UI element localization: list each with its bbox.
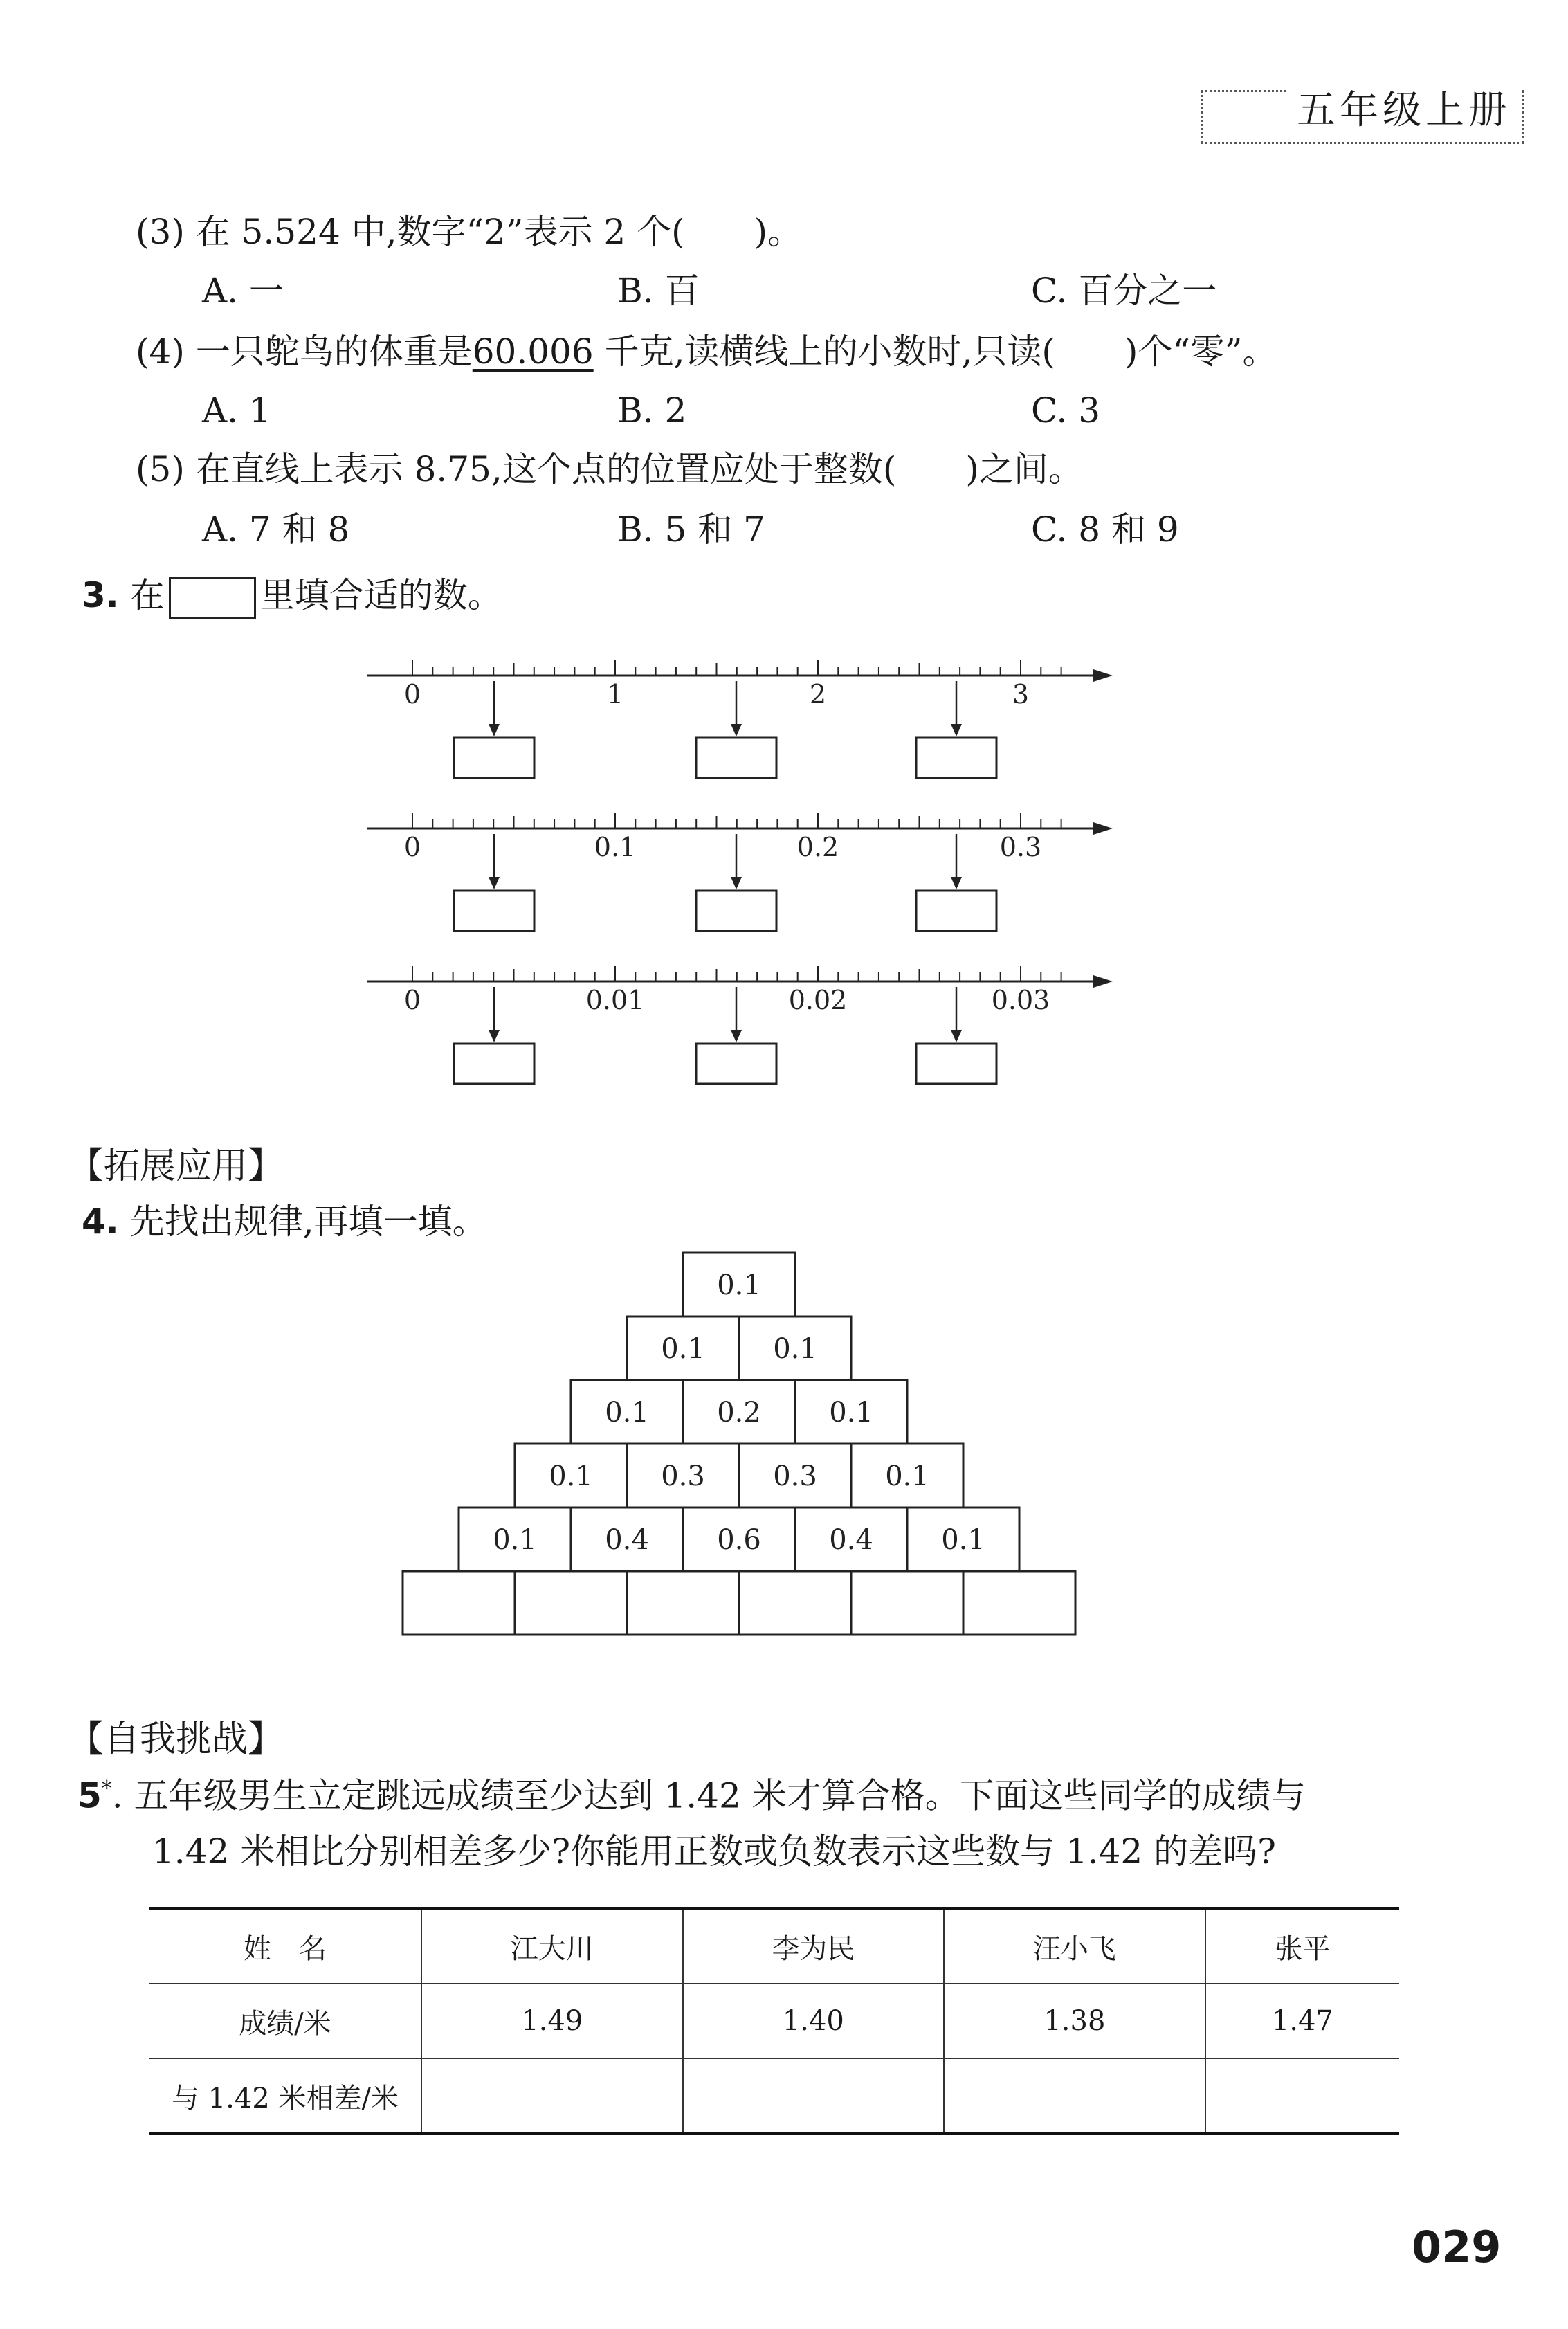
pyramid-value: 0.6 bbox=[717, 1524, 761, 1556]
q2-item-4-option-a: A. 1 bbox=[202, 390, 271, 431]
pointer-arrowhead bbox=[951, 724, 962, 736]
answer-box[interactable] bbox=[696, 1044, 776, 1084]
pyramid-value: 0.1 bbox=[941, 1524, 985, 1556]
tick-label: 1 bbox=[606, 679, 624, 709]
score-cell: 1.49 bbox=[421, 1984, 683, 2058]
pointer-arrowhead bbox=[489, 1030, 500, 1042]
q5-line-1: 5*. 五年级男生立定跳远成绩至少达到 1.42 米才算合格。下面这些同学的成绩与 bbox=[78, 1775, 1306, 1816]
score-cell: 1.40 bbox=[683, 1984, 945, 2058]
q2-item-5-option-b: B. 5 和 7 bbox=[617, 509, 765, 550]
pointer-arrowhead bbox=[489, 877, 500, 889]
tick-label: 3 bbox=[1012, 679, 1030, 709]
tick-label: 0.2 bbox=[796, 832, 839, 862]
pointer-arrowhead bbox=[731, 724, 742, 736]
q2-item-3-option-c: C. 百分之一 bbox=[1031, 271, 1217, 311]
difference-answer-cell[interactable] bbox=[944, 2058, 1205, 2134]
page-number: 029 bbox=[1412, 2222, 1502, 2272]
q3-number: 3. bbox=[82, 575, 119, 615]
pyramid-value: 0.1 bbox=[549, 1460, 593, 1492]
pyramid-value: 0.1 bbox=[717, 1269, 761, 1301]
tick-label: 0.02 bbox=[788, 985, 848, 1015]
answer-box[interactable] bbox=[696, 738, 776, 778]
q5-line-2: 1.42 米相比分别相差多少?你能用正数或负数表示这些数与 1.42 的差吗? bbox=[152, 1831, 1276, 1872]
tick-label: 0.1 bbox=[594, 832, 637, 862]
answer-box[interactable] bbox=[454, 1044, 534, 1084]
pyramid-value: 0.1 bbox=[773, 1333, 817, 1365]
row-header-score: 成绩/米 bbox=[149, 1984, 421, 2058]
pyramid-answer-cell[interactable] bbox=[739, 1571, 851, 1635]
tick-label: 2 bbox=[809, 679, 827, 709]
name-cell: 汪小飞 bbox=[944, 1908, 1205, 1984]
section-challenge-title: 【自我挑战】 bbox=[68, 1719, 284, 1760]
answer-box[interactable] bbox=[916, 891, 996, 931]
answer-box[interactable] bbox=[454, 738, 534, 778]
pyramid-answer-cell[interactable] bbox=[403, 1571, 515, 1635]
q2-item-3-stem: (3) 在 5.524 中,数字“2”表示 2 个( )。 bbox=[136, 212, 803, 252]
pointer-arrowhead bbox=[489, 724, 500, 736]
axis-arrowhead bbox=[1093, 669, 1113, 682]
q5-number: 5 bbox=[78, 1775, 102, 1816]
answer-box[interactable] bbox=[916, 738, 996, 778]
axis-arrowhead bbox=[1093, 822, 1113, 835]
pyramid-value: 0.1 bbox=[661, 1333, 705, 1365]
axis-arrowhead bbox=[1093, 975, 1113, 988]
answer-box[interactable] bbox=[696, 891, 776, 931]
tick-label: 0.3 bbox=[999, 832, 1042, 862]
pyramid-answer-cell[interactable] bbox=[963, 1571, 1075, 1635]
difference-answer-cell[interactable] bbox=[683, 2058, 945, 2134]
score-cell: 1.47 bbox=[1205, 1984, 1399, 2058]
pointer-arrowhead bbox=[951, 877, 962, 889]
table-row bbox=[149, 1984, 1399, 2058]
q2-item-4-option-b: B. 2 bbox=[617, 390, 687, 431]
tick-label: 0.03 bbox=[991, 985, 1050, 1015]
q2-item-5-option-a: A. 7 和 8 bbox=[202, 509, 350, 550]
score-cell: 1.38 bbox=[944, 1984, 1205, 2058]
name-cell: 李为民 bbox=[683, 1908, 945, 1984]
pyramid-answer-cell[interactable] bbox=[515, 1571, 627, 1635]
pyramid-value: 0.3 bbox=[773, 1460, 817, 1492]
pointer-arrowhead bbox=[951, 1030, 962, 1042]
pyramid-answer-cell[interactable] bbox=[851, 1571, 963, 1635]
name-cell: 江大川 bbox=[421, 1908, 683, 1984]
q2-item-4-option-c: C. 3 bbox=[1031, 390, 1101, 431]
row-header-difference: 与 1.42 米相差/米 bbox=[149, 2058, 421, 2134]
tick-label: 0.01 bbox=[585, 985, 645, 1015]
pyramid-value: 0.1 bbox=[829, 1397, 873, 1429]
row-header-name: 姓 名 bbox=[149, 1908, 421, 1984]
table-row bbox=[149, 2058, 1399, 2134]
pointer-arrowhead bbox=[731, 877, 742, 889]
q2-item-3-option-b: B. 百 bbox=[617, 271, 700, 311]
name-cell: 张平 bbox=[1205, 1908, 1399, 1984]
tick-label: 0 bbox=[403, 832, 421, 862]
answer-box[interactable] bbox=[916, 1044, 996, 1084]
q4-prompt: 4. 先找出规律,再填一填。 bbox=[82, 1202, 487, 1242]
pyramid-value: 0.1 bbox=[885, 1460, 929, 1492]
q4-number: 4. bbox=[82, 1202, 119, 1242]
difference-answer-cell[interactable] bbox=[421, 2058, 683, 2134]
pyramid-value: 0.4 bbox=[829, 1524, 873, 1556]
scores-table bbox=[149, 1907, 1399, 2135]
pyramid-value: 0.4 bbox=[605, 1524, 649, 1556]
pyramid-answer-cell[interactable] bbox=[627, 1571, 739, 1635]
pyramid-value: 0.1 bbox=[605, 1397, 649, 1429]
difference-answer-cell[interactable] bbox=[1205, 2058, 1399, 2134]
pyramid-value: 0.1 bbox=[493, 1524, 537, 1556]
q3-prompt: 3. 在 里填合适的数。 bbox=[82, 574, 502, 619]
underlined-number: 60.006 bbox=[472, 332, 594, 372]
pyramid-value: 0.2 bbox=[717, 1397, 761, 1429]
tick-label: 0 bbox=[403, 985, 421, 1015]
section-extend-title: 【拓展应用】 bbox=[68, 1145, 284, 1187]
q2-item-5-stem: (5) 在直线上表示 8.75,这个点的位置应处于整数( )之间。 bbox=[136, 449, 1083, 489]
q2-item-4-stem: (4) 一只鸵鸟的体重是60.006 千克,读横线上的小数时,只读( )个“零”。 bbox=[136, 332, 1277, 372]
tick-label: 0 bbox=[403, 679, 421, 709]
header-title: 五年级上册 bbox=[1287, 80, 1521, 135]
pointer-arrowhead bbox=[731, 1030, 742, 1042]
table-row bbox=[149, 1908, 1399, 1984]
answer-box[interactable] bbox=[454, 891, 534, 931]
q2-item-5-option-c: C. 8 和 9 bbox=[1031, 509, 1179, 550]
pyramid-value: 0.3 bbox=[661, 1460, 705, 1492]
q2-item-3-option-a: A. 一 bbox=[202, 271, 284, 311]
